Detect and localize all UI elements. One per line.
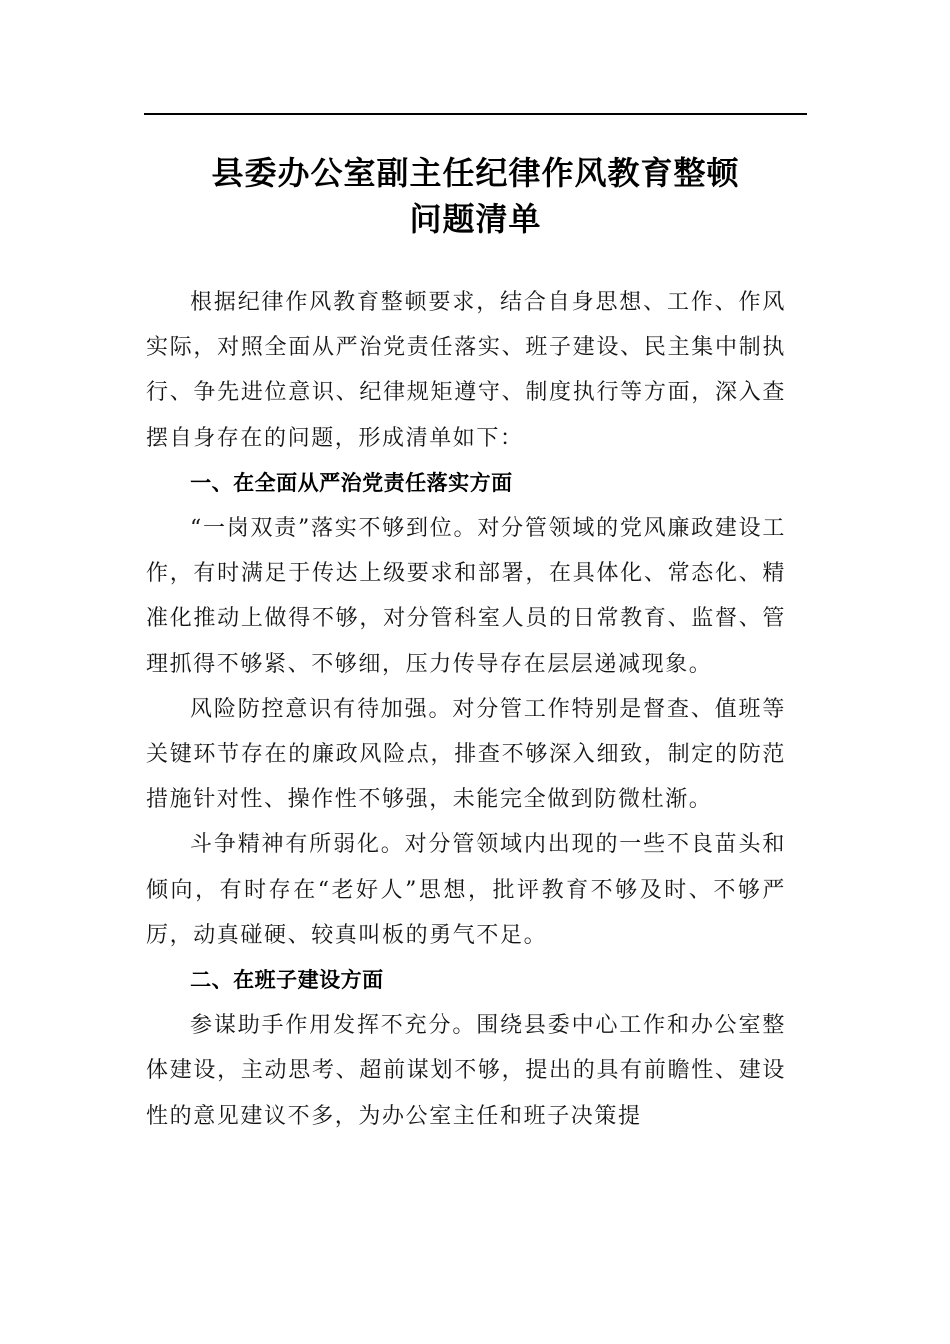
section-heading-1: 一、在全面从严治党责任落实方面: [190, 470, 513, 495]
section-1-paragraph-2: 风险防控意识有待加强。对分管工作特别是督查、值班等关键环节存在的廉政风险点，排查不够深入细致，制定的防范措施针对性、操作性不够强，未能完全做到防微杜渐。: [146, 696, 786, 813]
document-title: [144, 150, 807, 242]
section-1-paragraph-3: 斗争精神有所弱化。对分管领域内出现的一些不良苗头和倾向，有时存在“老好人”思想，批评教育不够及时、不够严厉，动真碰硬、较真叫板的勇气不足。: [146, 832, 786, 948]
section-2-paragraph-1: 参谋助手作用发挥不充分。围绕县委中心工作和办公室整体建设，主动思考、超前谋划不够，提出的具有前瞻性、建设性的意见建议不多，为办公室主任和班子决策提: [146, 1013, 786, 1129]
header-rule: [144, 113, 807, 115]
title-line-1: 县委办公室副主任纪律作风教育整顿: [211, 154, 740, 192]
section-heading-2: 二、在班子建设方面: [190, 968, 384, 993]
intro-paragraph: 根据纪律作风教育整顿要求，结合自身思想、工作、作风实际，对照全面从严治党责任落实、班子建设、民主集中制执行、争先进位意识、纪律规矩遵守、制度执行等方面，深入查摆自身存在的问题，形成清单如下：: [146, 290, 786, 451]
document-body: [146, 280, 786, 1139]
title-line-2: 问题清单: [409, 200, 542, 238]
section-1-paragraph-1: “一岗双责”落实不够到位。对分管领域的党风廉政建设工作，有时满足于传达上级要求和部署，在具体化、常态化、精准化推动上做得不够，对分管科室人员的日常教育、监督、管理抓得不够紧、不够细，压力传导存在层层递减现象。: [146, 516, 786, 677]
